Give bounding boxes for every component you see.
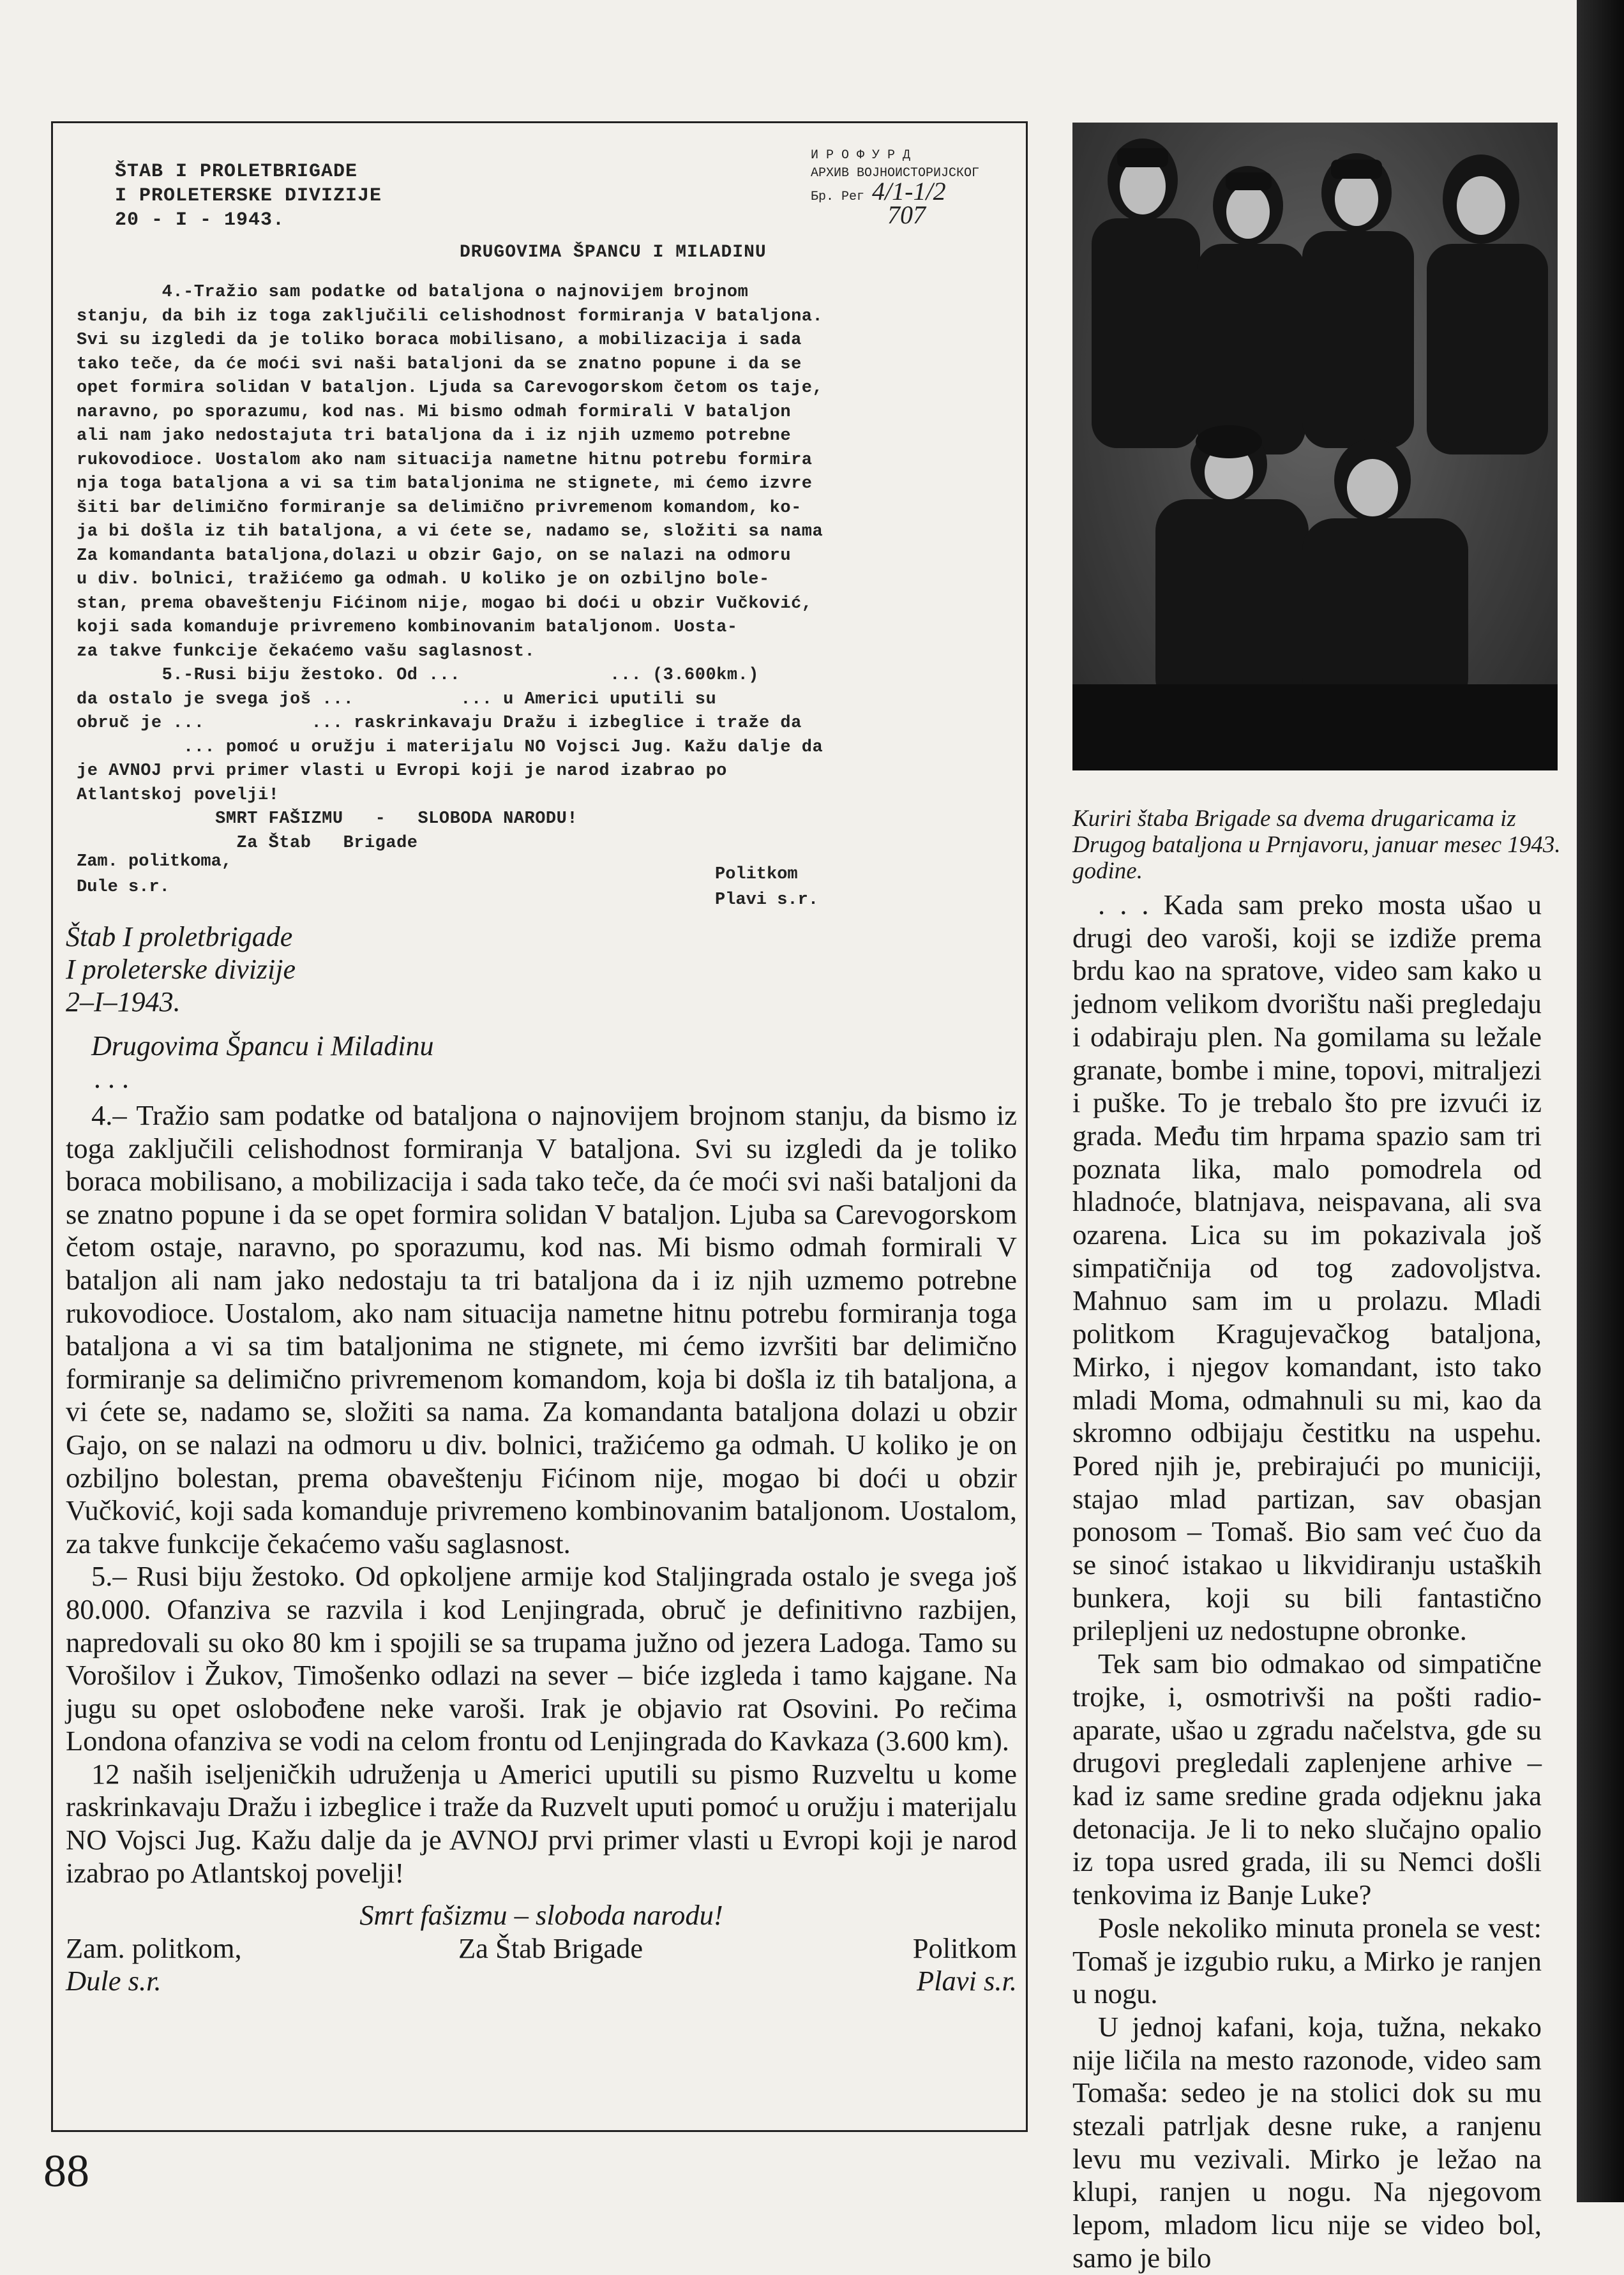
typed-sign-line: Dule s.r. (77, 878, 170, 897)
paragraph: 5.– Rusi biju žestoko. Od opkoljene armije kod Staljingrada ostalo je svega još 80.000. Ofanziva se razvila i kod Lenjingrada, obruč je definitivno razbijen, napredovali su oko 80 km i spojili se sa trupama južno od jezera Ladoga. Tamo su Vorošilov i Žukov, Timošenko odlazi na sever – biće izgleda i tamo kajgane. Na jugu su opet oslobođene neke varoši. Irak je objavio rat Osovini. Po rečima Londona ofanziva se vodi na celom frontu od Lenjingrada do Kavkaza (3.600 km). (66, 1560, 1017, 1757)
photo-caption: Kuriri štaba Brigade sa dvema drugaricama iz Drugog bataljona u Prnjavoru, januar mesec 1943. godine. (1072, 806, 1561, 884)
paragraph: 12 naših iseljeničkih udruženja u Americi uputili su pismo Ruzveltu u kome raskrinkavaju Dražu i izbeglice i traže da Ruzvelt uputi pomoć u oružju i materijalu NO Vojsci Jug. Kažu dalje da je AVNOJ prvi primer vlasti u Evropi koji je narod izabrao po Atlantskoj povelji! (66, 1757, 1017, 1889)
typed-line: 4.-Tražio sam podatke od bataljona o najnovijem brojnom (77, 283, 749, 302)
archive-stamp (811, 147, 1002, 230)
transcription-body (66, 1099, 1017, 2002)
typed-line: ... pomoć u oružju i materijalu NO Vojsci Jug. Kažu dalje da (77, 737, 823, 757)
typed-line: naravno, po sporazumu, kod nas. Mi bismo odmah formirali V bataljon (77, 402, 792, 422)
typed-line: u div. bolnici, tražićemo ga odmah. U koliko je on ozbiljno bole- (77, 570, 770, 589)
typed-line: da ostalo je svega još ... ... u Americi uputili su (77, 689, 717, 709)
header-line: Štab I proletbrigade (66, 921, 293, 952)
stamp-line: АРХИВ ВОЈНОИСТОРИЈСКОГ (811, 166, 980, 181)
paragraph: Posle nekoliko minuta pronela se vest: Tomaš je izgubio ruku, a Mirko je ranjen u nogu. (1072, 1911, 1542, 2010)
typed-line: opet formira solidan V bataljon. Ljuda sa Carevogorskom četom os taje, (77, 379, 823, 398)
typed-sign-line: Zam. politkoma, (77, 852, 232, 871)
stamp-reg-number: 4/1-1/2 (872, 177, 946, 206)
typed-header-line: ŠTAB I PROLETBRIGADE (115, 161, 358, 183)
typed-body (77, 281, 1002, 855)
typed-line: Atlantskoj povelji! (77, 785, 280, 805)
typed-line: tako teče, da će moći svi naši bataljoni da se znatno popune i da se (77, 354, 802, 374)
sign-right-title: Politkom (912, 1932, 1017, 1964)
group-photo (1072, 123, 1558, 770)
typed-line: obruč je ... ... raskrinkavaju Dražu i izbeglice i traže da (77, 714, 802, 733)
greeting: Drugovima Špancu i Miladinu (91, 1030, 434, 1062)
photo-figures (1072, 123, 1558, 770)
right-column-text (1072, 889, 1542, 2275)
sign-left-title: Zam. politkom, (66, 1932, 242, 1964)
header-line: I proleterske divizije (66, 954, 296, 985)
typed-line: šiti bar delimično formiranje sa delimično privremenom komandom, ko- (77, 498, 802, 518)
typed-line: SMRT FAŠIZMU - SLOBODA NARODU! (77, 809, 578, 829)
typed-sign-line: Politkom (715, 865, 798, 884)
paragraph: Tek sam bio odmakao od simpatične trojke, i, osmotrivši na pošti radio-aparate, ušao u zgradu načelstva, gde su drugovi pregledali zaplenjene arhive – kad iz same sredine grada odjeknu jaka detonacija. Je li to neko slučajno opalio iz topa usred grada, ili su Nemci došli tenkovima iz Banje Luke? (1072, 1648, 1542, 1911)
page-gutter-shadow (1577, 0, 1624, 2202)
typed-line: rukovodioce. Uostalom ako nam situacija nametne hitnu potrebu formira (77, 450, 813, 470)
typed-line: ali nam jako nedostajuta tri bataljona da i iz njih uzmemo potrebne (77, 426, 792, 446)
typed-line: koji sada komanduje privremeno kombinovanim bataljonom. Uosta- (77, 618, 738, 637)
typed-sign-line: Plavi s.r. (715, 890, 819, 910)
stamp-line: Бр. Рег (811, 190, 865, 204)
typed-line: stanju, da bih iz toga zaključili celishodnost formiranja V bataljona. (77, 306, 823, 326)
transcription-header (66, 920, 959, 1095)
sign-left-name: Dule s.r. (66, 1964, 162, 1997)
sign-right-name: Plavi s.r. (917, 1964, 1017, 1997)
typed-line: nja toga bataljona a vi sa tim bataljonima ne stignete, mi ćemo izvre (77, 474, 813, 493)
page-number: 88 (43, 2145, 89, 2196)
typed-header-line: I PROLETERSKE DIVIZIJE (115, 185, 382, 207)
typed-line: Za Štab Brigade (77, 833, 418, 853)
paragraph: . . . Kada sam preko mosta ušao u drugi deo varoši, koji se izdiže prema brdu kao na spratove, video sam kako u jednom velikom dvorištu naši pregledaju i odabiraju plen. Na gomilama su ležale granate, bombe i mine, topovi, mitraljezi i puške. To je trebalo što pre izvući iz grada. Među tim hrpama spazio sam tri poznata lika, malo pomodrela od hladnoće, blatnjava, neispavana, ali sva ozarena. Lica su im pokazivala još simpatičnija od tog zadovoljstva. Mahnuo sam im u prolazu. Mladi politkom Kragujevačkog bataljona, Mirko, i njegov komandant, isto tako mladi Moma, odmahnuli su mi, kao da skromno odbijaju čestitku na uspehu. Pored njih je, prebirajući po municiji, stajao mlad partizan, sav obasjan ponosom – Tomaš. Bio sam već čuo da se sinoć istakao u likvidiranju ustaških bunkera, koji su bili fantastično prilepljeni uz nedostupne obronke. (1072, 889, 1542, 1647)
stamp-box-number: 707 (887, 200, 926, 229)
typed-sign-left (77, 849, 232, 900)
typed-sign-right (715, 862, 818, 913)
typed-addressee: DRUGOVIMA ŠPANCU I MILADINU (460, 243, 767, 262)
paragraph: 4.– Tražio sam podatke od bataljona o najnovijem brojnom stanju, da bismo iz toga zaključili celishodnost formiranja V bataljona. Svi su izgledi da je toliko boraca mobilisano, a mobilizacija i sada tako teče, da će moći svi naši bataljoni da se znatno popune i da se opet formira solidan V bataljon. Ljuba sa Carevogorskom četom ostaje, naravno, po sporazumu, kod nas. Mi bismo odmah formirali V bataljon ali nam jako nedostaju ta tri bataljona da i iz njih uzmemo potrebne rukovodioce. Uostalom, ako nam situacija nametne hitnu potrebu formiranja toga bataljona a vi sa tim bataljonima ne stignete, mi ćemo izvršiti bar delimično formiranje sa delimično privremenom komandom, koja bi došla iz tih bataljona, a vi ćete se, nadamo se, složiti sa nama. Za komandanta bataljona dolazi u obzir Gajo, on se nalazi na odmoru u div. bolnici, tražićemo ga odmah. U koliko je on ozbiljno bolestan, prema obaveštenju Fićinom nije, mogao bi doći u obzir Vučković, koji sada komanduje privremeno kombinovanim bataljonom. Uostalom, za takve funkcije čekaćemo vašu saglasnost. (66, 1099, 1017, 1559)
typed-line: stan, prema obaveštenju Fićinom nije, mogao bi doći u obzir Vučković, (77, 594, 813, 613)
typed-header (115, 160, 382, 232)
typed-line: je AVNOJ prvi primer vlasti u Evropi koji je narod izabrao po (77, 762, 727, 781)
typed-line: za takve funkcije čekaćemo vašu saglasnost. (77, 642, 536, 661)
header-line: 2–I–1943. (66, 986, 181, 1017)
typed-line: Svi su izgledi da je toliko boraca mobilisano, a mobilizacija i sada (77, 331, 802, 350)
paragraph: U jednoj kafani, koja, tužna, nekako nije ličila na mesto razonode, video sam Tomaša: sedeo je na stolici dok su mu stezali patrljak desne ruke, a ranjenu levu mu vezivali. Mirko je ležao na klupi, ranjen u nogu. Na njegovom lepom, mladom licu nije se video bol, samo je bilo (1072, 2010, 1542, 2274)
typed-line: ja bi došla iz tih bataljona, a vi ćete se, nadamo se, složiti sa nama (77, 522, 823, 541)
sign-center: Za Štab Brigade (458, 1932, 643, 1964)
transcription-signatures (66, 1932, 1017, 2002)
typed-header-line: 20 - I - 1943. (115, 209, 285, 231)
typed-line: Za komandanta bataljona,dolazi u obzir Gajo, on se nalazi na odmoru (77, 546, 792, 566)
typed-line: 5.-Rusi biju žestoko. Od ... ... (3.600km.) (77, 666, 759, 685)
typewritten-document (77, 147, 1002, 926)
motto: Smrt fašizmu – sloboda narodu! (359, 1899, 723, 1932)
stamp-line: И Р О Ф У Р Д (811, 148, 911, 163)
ellipsis: . . . (94, 1063, 130, 1094)
